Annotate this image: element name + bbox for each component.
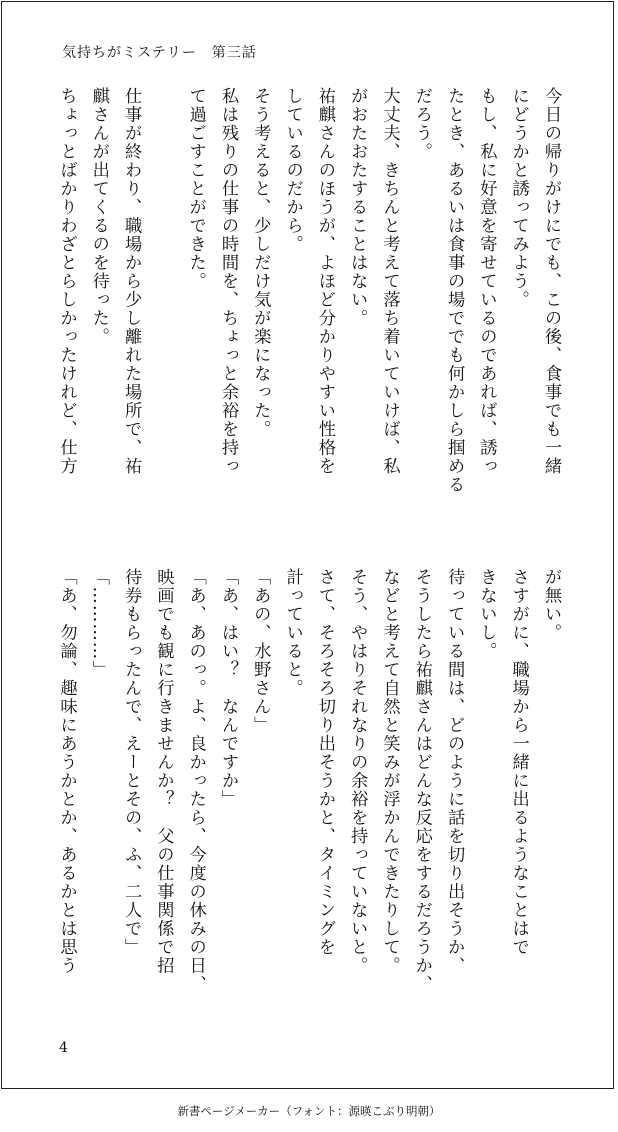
running-header: 気持ちがミステリー 第三話 — [62, 45, 257, 61]
text-column: 大丈夫、きちんと考えて落ち着いていけば、私 — [379, 87, 400, 476]
text-column: 「あの、水野さん」 — [250, 568, 271, 735]
text-column: 今日の帰りがけにでも、この後、食事でも一緒 — [541, 87, 561, 476]
text-column: もし、私に好意を寄せているのであれば、誘っ — [476, 87, 497, 476]
text-column: 映画でも観に行きませんか？ 父の仕事関係で招 — [153, 568, 174, 975]
text-column: そう考えると、少しだけ気が楽になった。 — [250, 87, 271, 439]
page-number: 4 — [59, 1040, 68, 1056]
text-column: 「あ、あのっ。よ、良かったら、今度の休みの日、 — [185, 568, 206, 994]
text-column: さて、そろそろ切り出そうかと、タイミングを — [314, 568, 335, 957]
text-column: 待っている間は、どのように話を切り出そうか、 — [444, 568, 465, 975]
text-column: 私は残りの仕事の時間を、ちょっと余裕を持っ — [218, 87, 238, 476]
text-column: そうしたら祐麒さんはどんな反応をするだろうか、 — [411, 568, 432, 994]
text-column: 「…………」 — [88, 568, 109, 679]
text-column: 仕事が終わり、職場から少し離れた場所で、祐 — [121, 87, 142, 476]
text-column: そう、やはりそれなりの余裕を持っていないと。 — [347, 568, 368, 975]
text-column: が無い。 — [541, 568, 561, 642]
text-column: 「あ、はい？ なんですか」 — [218, 568, 238, 809]
text-column: がおたおたすることはない。 — [347, 87, 368, 328]
text-column: しているのだから。 — [282, 87, 303, 254]
text-column: などと考えて自然と笑みが浮かんできたりして。 — [379, 568, 400, 975]
text-column: 待券もらったんで、えーとその、ふ、二人で」 — [121, 568, 142, 957]
text-column: て過ごすことができた。 — [185, 87, 206, 291]
text-column: 計っていると。 — [282, 568, 303, 698]
text-column: きないし。 — [476, 568, 497, 661]
footer-credit: 新書ページメーカー（フォント：源暎こぶり明朝） — [177, 1104, 441, 1118]
text-column: 祐麒さんのほうが、よほど分かりやすい性格を — [314, 87, 335, 476]
text-column: ちょっとばかりわざとらしかったけれど、仕方 — [56, 87, 77, 476]
text-column: さすがに、職場から一緒に出るようなことはで — [508, 568, 529, 957]
text-column: だろう。 — [411, 87, 432, 161]
text-column: たとき、あるいは食事の場ででも何かしら掴める — [444, 87, 465, 494]
text-column: 麒さんが出てくるのを待った。 — [88, 87, 109, 346]
text-column: 「あ、勿論、趣味にあうかとか、あるかとは思う — [56, 568, 77, 975]
book-page — [1, 1, 614, 1089]
text-column: にどうかと誘ってみよう。 — [508, 87, 529, 309]
